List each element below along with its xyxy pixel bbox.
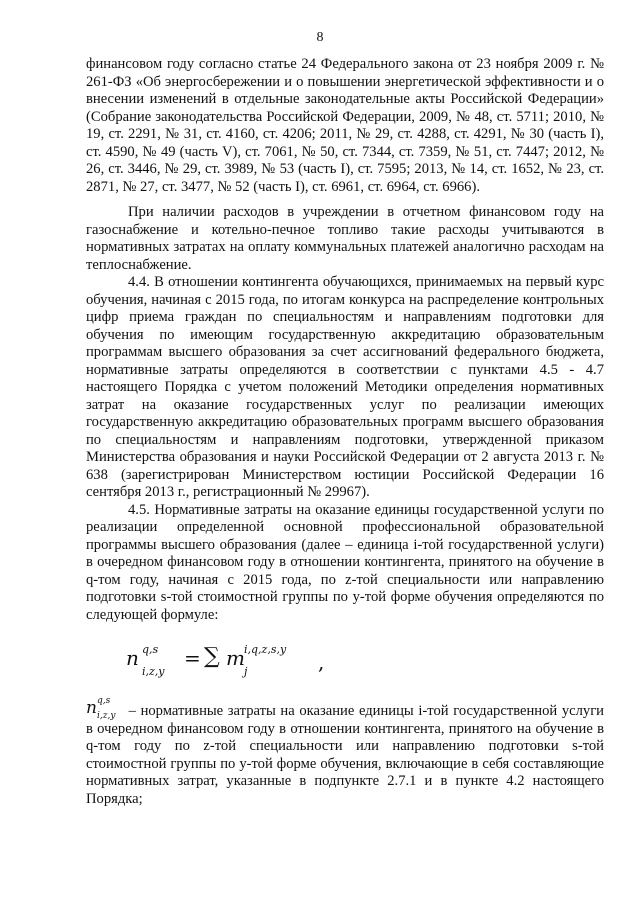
formula-rhs-subscript: j bbox=[244, 665, 248, 678]
paragraph-gas-supply: При наличии расходов в учреждении в отчетном финансовом году на газоснабжение и котельно-печное топливо такие расходы учитываются в нормативных затратах на оплату коммунальных платежей аналогично расходам на теплоснабжение. bbox=[86, 204, 604, 273]
formula-lhs-superscript: q,s bbox=[142, 643, 159, 656]
paragraph-4-5: 4.5. Нормативные затраты на оказание единицы государственной услуги по реализации определенной основной профессиональной образовательной программы высшего образования (далее – единица i-той государственной услуги) в очередном финансовом году в отношении контингента, принятого на обучение в q-том году, начиная с 2015 года, по z-той специальности или направлению подготовки s-той стоимостной группы по y-той форме обучения определяются по следующей формуле: bbox=[86, 501, 604, 623]
definition-symbol bbox=[86, 696, 124, 721]
definition-paragraph bbox=[86, 696, 604, 808]
formula-lhs-symbol: n bbox=[126, 646, 139, 670]
document-body bbox=[86, 56, 604, 808]
formula-rhs-symbol: m bbox=[226, 646, 245, 670]
page-number: 8 bbox=[316, 30, 324, 45]
formula-equals: = bbox=[184, 646, 201, 670]
definition-symbol-superscript: q,s bbox=[97, 696, 111, 706]
paragraph-energy-law: финансовом году согласно статье 24 Федерального закона от 23 ноября 2009 г. № 261-ФЗ «Об энергосбережении и о повышении энергетической эффективности и о внесении изменений в отдельные законодательные акты Российской Федерации» (Собрание законодательства Российской Федерации, 2009, № 48, ст. 5711; 2010, № 19, ст. 2291, № 31, ст. 4160, ст. 4206; 2011, № 29, ст. 4288, ст. 4291, № 30 (часть I), ст. 4590, № 49 (часть V), ст. 7061, № 50, ст. 7344, ст. 7359, № 51, ст. 7447; 2012, № 26, ст. 3446, № 29, ст. 3989, № 53 (часть I), ст. 7595; 2013, № 14, ст. 1652, № 23, ст. 2871, № 27, ст. 3477, № 52 (часть I), ст. 6961, ст. 6964, ст. 6966). bbox=[86, 56, 604, 195]
formula bbox=[86, 624, 604, 686]
formula-sum: ∑ bbox=[204, 644, 220, 669]
definition-symbol-base: n bbox=[86, 698, 97, 718]
definition-text: – нормативные затраты на оказание единицы i-той государственной услуги в очередном финансовом году в отношении контингента, принятого на обучение в q-том году по z-той специальности или направлению подготовки s-той стоимостной группы по y-той форме обучения, включающие в себя составляющие нормативных затрат, указанные в подпункте 2.7.1 и в пункте 4.2 настоящего Порядка; bbox=[86, 703, 604, 807]
formula-comma: , bbox=[318, 650, 325, 674]
paragraph-4-4: 4.4. В отношении контингента обучающихся, принимаемых на первый курс обучения, начиная с 2015 года, по итогам конкурса на распределение контрольных цифр приема граждан по специальностям и направлениям подготовки для обучения по имеющим государственную аккредитацию образовательным программам высшего образования за счет ассигнований федерального бюджета, нормативные затраты определяются в соответствии с пунктами 4.5 - 4.7 настоящего Порядка с учетом положений Методики определения нормативных затрат на оказание государственных услуг по реализации имеющих государственную аккредитацию образовательных программ высшего образования по специальностям и направлениям подготовки, утвержденной приказом Министерства образования и науки Российской Федерации от 2 августа 2013 г. № 638 (зарегистрирован Министерством юстиции Российской Федерации 16 сентября 2013 г., регистрационный № 29967). bbox=[86, 274, 604, 500]
definition-symbol-subscript: i,z,y bbox=[97, 711, 116, 721]
formula-rhs-superscript: i,q,z,s,y bbox=[244, 643, 287, 656]
formula-lhs-subscript: i,z,y bbox=[142, 665, 165, 678]
